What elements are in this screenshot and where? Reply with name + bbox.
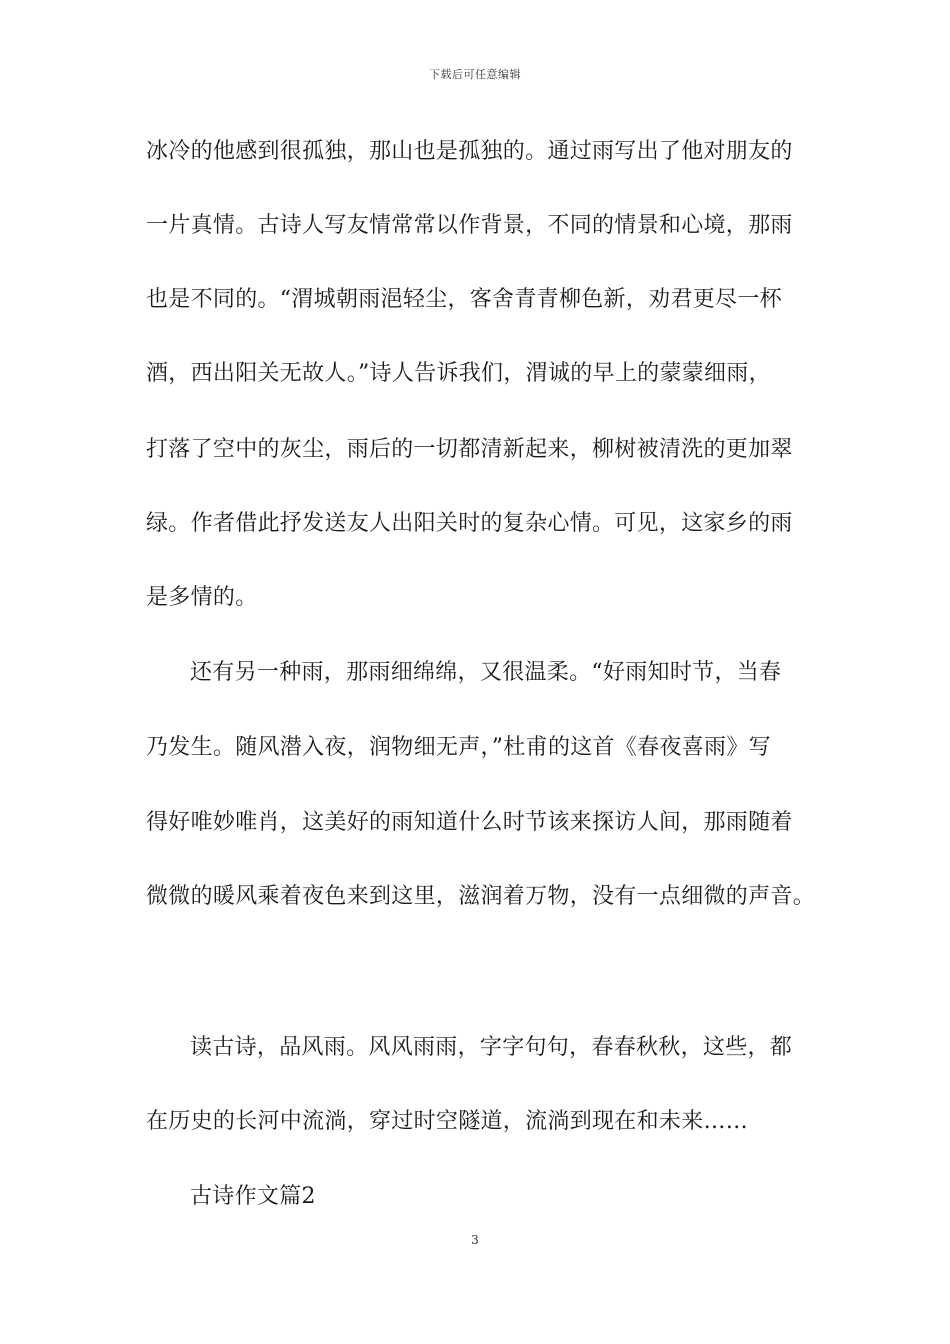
body-line: 微微的暖风乘着夜色来到这里，滋润着万物，没有一点细微的声音。 [146, 884, 816, 909]
page-number: 3 [471, 1233, 479, 1247]
section-heading: 古诗作文篇2 [190, 1184, 316, 1209]
body-line: 在历史的长河中流淌，穿过时空隧道，流淌到现在和未来…… [146, 1109, 749, 1134]
body-line: 冰冷的他感到很孤独，那山也是孤独的。通过雨写出了他对朋友的 [146, 139, 793, 164]
body-line: 一片真情。古诗人写友情常常以作背景，不同的情景和心境，那雨 [146, 213, 793, 238]
paragraph-first-line: 还有另一种雨，那雨细绵绵，又很温柔。“好雨知时节，当春 [190, 660, 782, 685]
body-line: 绿。作者借此抒发送友人出阳关时的复杂心情。可见，这家乡的雨 [146, 511, 793, 536]
paragraph-first-line: 读古诗，品风雨。风风雨雨，字字句句，春春秋秋，这些，都 [190, 1035, 793, 1060]
page-header: 下载后可任意编辑 [429, 68, 521, 81]
body-line: 得好唯妙唯肖，这美好的雨知道什么时节该来探访人间，那雨随着 [146, 810, 793, 835]
body-line: 是多情的。 [146, 585, 258, 610]
body-line: 酒，西出阳关无故人。”诗人告诉我们，渭诚的早上的蒙蒙细雨， [146, 361, 771, 386]
body-line: 打落了空中的灰尘，雨后的一切都清新起来，柳树被清洗的更加翠 [146, 437, 793, 462]
body-line: 也是不同的。“渭城朝雨浥轻尘，客舍青青柳色新，劝君更尽一杯 [146, 287, 782, 312]
body-line: 乃发生。随风潜入夜，润物细无声，”杜甫的这首《春夜喜雨》写 [146, 735, 771, 760]
